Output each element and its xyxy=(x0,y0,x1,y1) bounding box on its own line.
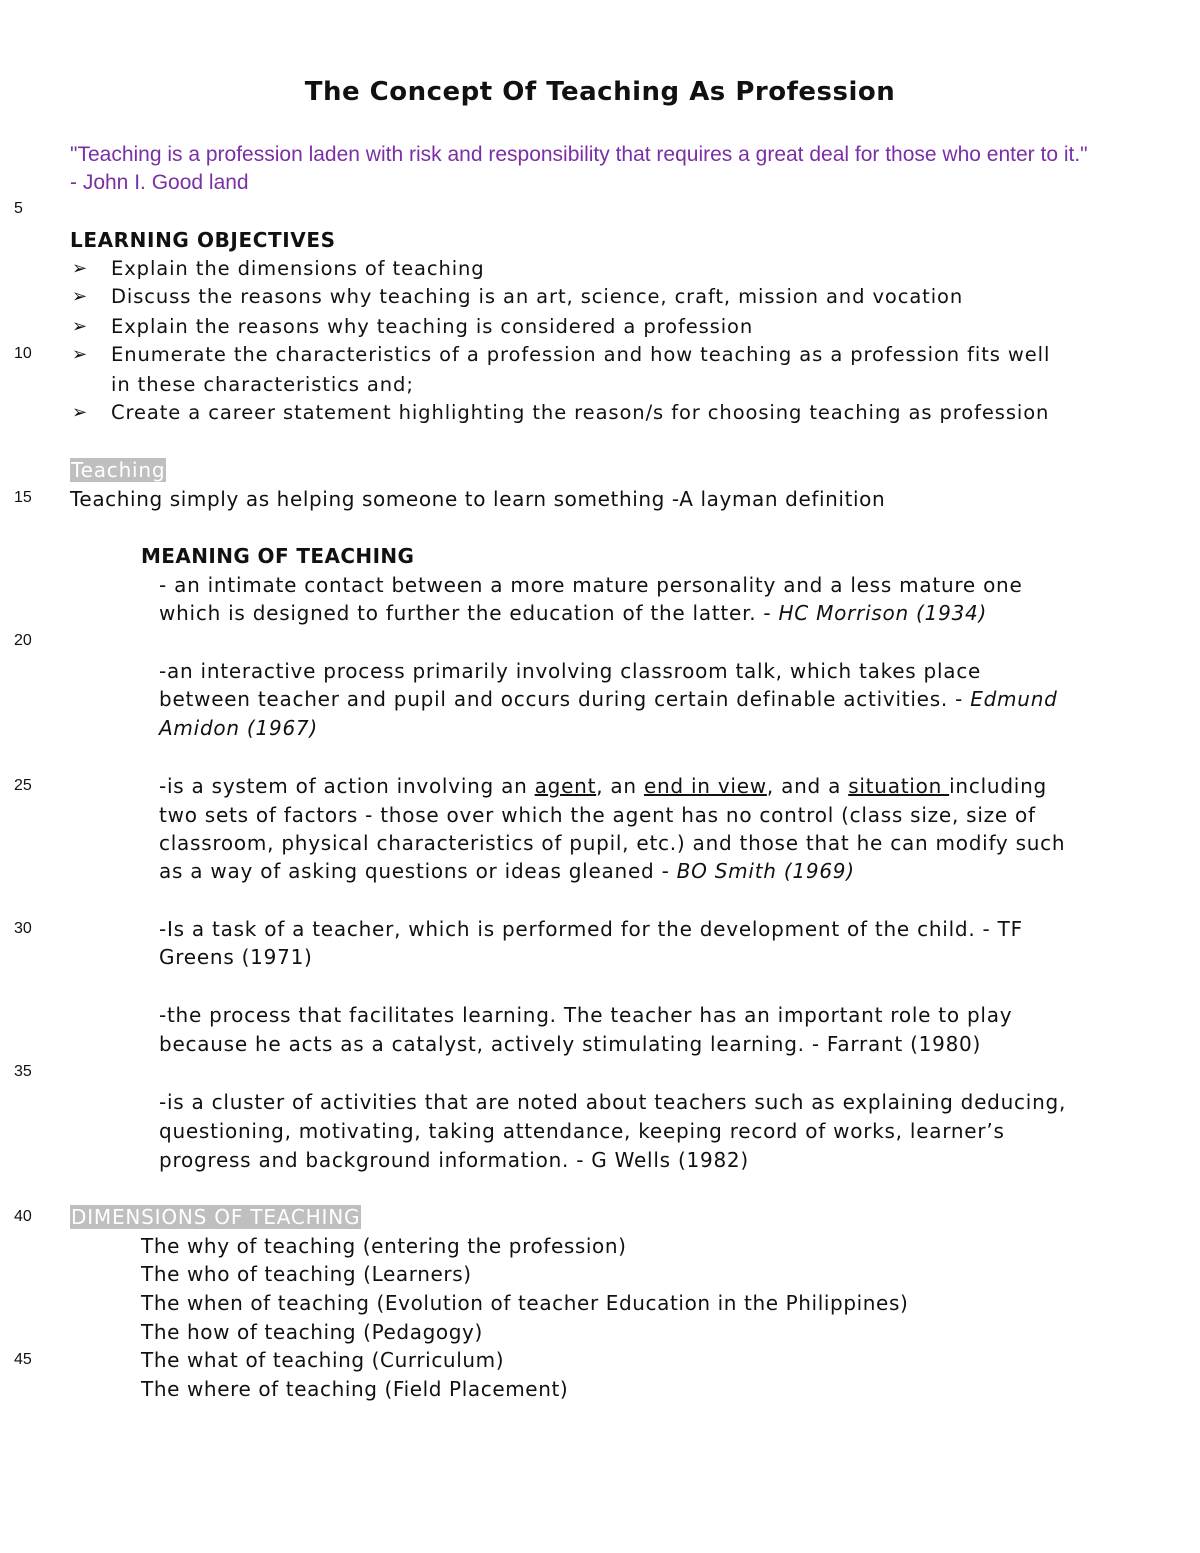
quote-text: "Teaching is a profession laden with risk and responsibility that requires a great deal for those who enter to it." xyxy=(70,143,1088,166)
objectives-heading: LEARNING OBJECTIVES xyxy=(70,228,336,252)
line-number-20: 20 xyxy=(14,632,32,649)
meaning-line xyxy=(159,689,1058,709)
meaning-line: because he acts as a catalyst, actively stimulating learning. - Farrant (1980) xyxy=(159,1032,982,1056)
meaning-text: between teacher and pupil and occurs during certain definable activities. - xyxy=(159,687,971,711)
meaning-line: -the process that facilitates learning. The teacher has an important role to play xyxy=(159,1003,1013,1027)
bullet-arrow-icon: ➢ xyxy=(72,258,88,279)
objective-item-continuation: in these characteristics and; xyxy=(111,373,414,396)
objective-item: Explain the reasons why teaching is considered a profession xyxy=(111,315,754,338)
line-number-30: 30 xyxy=(14,920,32,937)
line-number-45: 45 xyxy=(14,1351,32,1368)
bullet-arrow-icon: ➢ xyxy=(72,402,88,423)
dimension-item: The when of teaching (Evolution of teacher Education in the Philippines) xyxy=(141,1291,909,1315)
objective-item: Enumerate the characteristics of a profession and how teaching as a profession fits well xyxy=(111,343,1051,366)
citation: Amidon (1967) xyxy=(159,716,318,740)
line-number-15: 15 xyxy=(14,489,32,506)
quote-author: - John I. Good land xyxy=(70,171,249,194)
meaning-line xyxy=(159,861,855,881)
meaning-text: as a way of asking questions or ideas gleaned - xyxy=(159,859,677,883)
underlined-term-agent: agent xyxy=(534,774,597,798)
meaning-text: including xyxy=(949,774,1047,798)
meaning-line: two sets of factors - those over which the agent has no control (class size, size of xyxy=(159,803,1036,827)
meaning-heading: MEANING OF TEACHING xyxy=(141,544,415,568)
meaning-text: -is a system of action involving an xyxy=(159,774,535,798)
line-number-35: 35 xyxy=(14,1063,32,1080)
dimensions-heading xyxy=(70,1207,361,1227)
dimension-item: The how of teaching (Pedagogy) xyxy=(141,1320,483,1344)
meaning-text: , and a xyxy=(766,774,849,798)
meaning-line: -Is a task of a teacher, which is performed for the development of the child. - TF xyxy=(159,917,1023,941)
line-number-10: 10 xyxy=(14,345,32,362)
dimension-item: The what of teaching (Curriculum) xyxy=(141,1348,505,1372)
page-title: The Concept Of Teaching As Profession xyxy=(304,77,896,107)
meaning-line: Greens (1971) xyxy=(159,945,313,969)
bullet-arrow-icon: ➢ xyxy=(72,316,88,337)
dimension-item: The where of teaching (Field Placement) xyxy=(141,1377,569,1401)
citation: Edmund xyxy=(970,687,1058,711)
meaning-text: , an xyxy=(596,774,644,798)
objective-item: Create a career statement highlighting the reason/s for choosing teaching as profession xyxy=(111,401,1050,424)
meaning-line xyxy=(159,776,1047,796)
meaning-line: -an interactive process primarily involving classroom talk, which takes place xyxy=(159,659,982,683)
meaning-line: questioning, motivating, taking attendance, keeping record of works, learner’s xyxy=(159,1119,1005,1143)
underlined-term-end-in-view: end in view xyxy=(643,774,767,798)
dimensions-heading-highlight: DIMENSIONS OF TEACHING xyxy=(71,1205,361,1229)
line-number-40: 40 xyxy=(14,1208,32,1225)
meaning-line xyxy=(159,603,987,623)
bullet-arrow-icon: ➢ xyxy=(72,344,88,365)
objective-item: Discuss the reasons why teaching is an art, science, craft, mission and vocation xyxy=(111,285,964,308)
citation: HC Morrison (1934) xyxy=(778,601,988,625)
meaning-line: -is a cluster of activities that are noted about teachers such as explaining deducing, xyxy=(159,1090,1067,1114)
objective-item: Explain the dimensions of teaching xyxy=(111,257,485,280)
line-number-25: 25 xyxy=(14,777,32,794)
bullet-arrow-icon: ➢ xyxy=(72,286,88,307)
meaning-text: which is designed to further the education of the latter. - xyxy=(159,601,779,625)
teaching-heading-highlight: Teaching xyxy=(71,458,166,482)
dimension-item: The why of teaching (entering the profession) xyxy=(141,1234,627,1258)
citation: BO Smith (1969) xyxy=(676,859,855,883)
teaching-definition: Teaching simply as helping someone to learn something -A layman definition xyxy=(70,487,886,511)
teaching-heading xyxy=(70,460,166,480)
dimension-item: The who of teaching (Learners) xyxy=(141,1262,472,1286)
meaning-line: - an intimate contact between a more mature personality and a less mature one xyxy=(159,573,1023,597)
meaning-line: progress and background information. - G Wells (1982) xyxy=(159,1148,749,1172)
underlined-term-situation: situation xyxy=(848,774,950,798)
meaning-line: classroom, physical characteristics of pupil, etc.) and those that he can modify such xyxy=(159,831,1066,855)
line-number-5: 5 xyxy=(14,200,23,217)
